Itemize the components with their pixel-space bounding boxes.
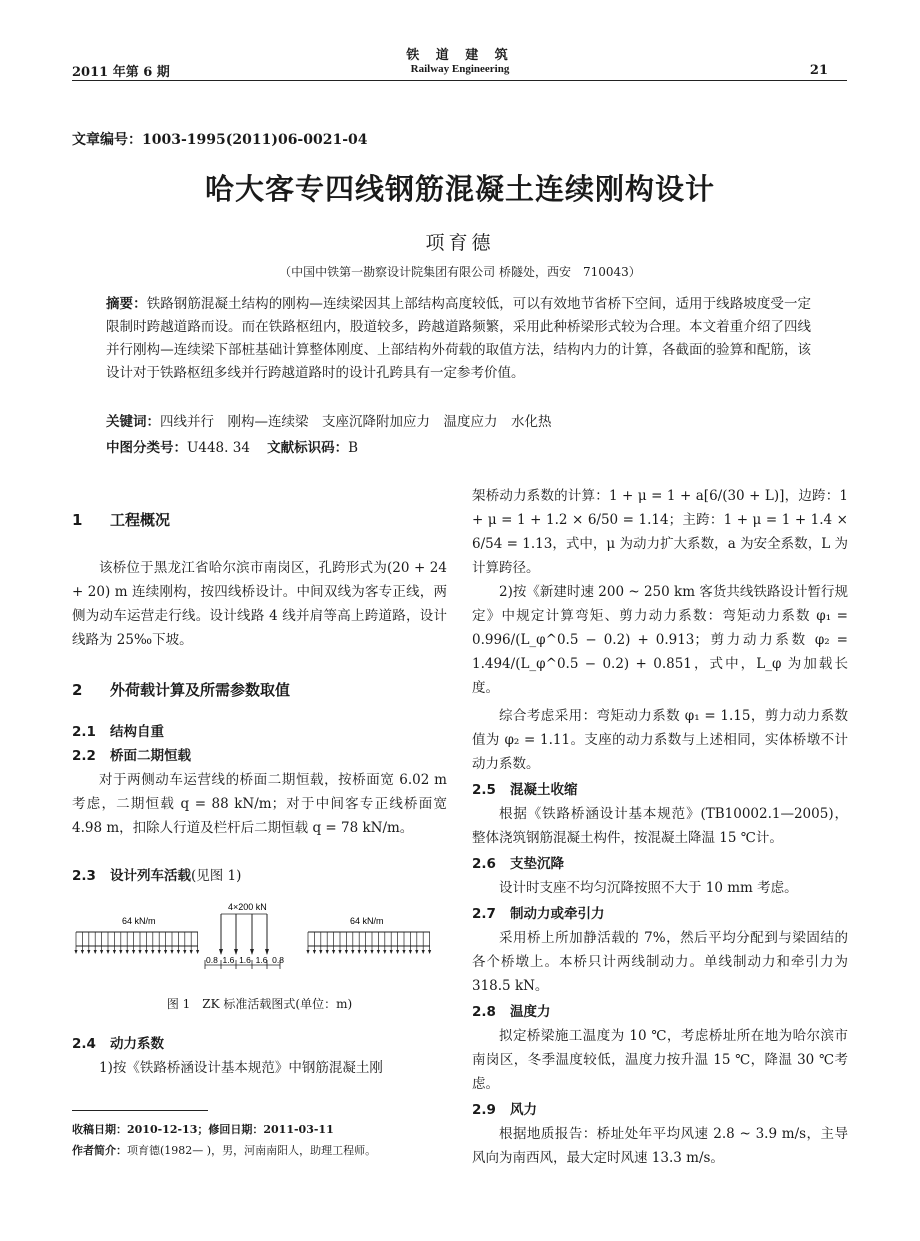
right-load-arrowhead	[332, 950, 335, 954]
subsection-2-9-number: 2.9	[472, 1102, 496, 1118]
right-load-arrowhead	[326, 950, 329, 954]
left-load-arrowhead	[170, 950, 173, 954]
right-load-arrowhead	[377, 950, 380, 954]
left-load-arrowhead	[74, 950, 77, 954]
header-rule	[72, 80, 847, 81]
subsection-2-6-title: 支垫沉降	[510, 856, 564, 872]
subsection-2-5-heading	[472, 778, 848, 802]
left-load-arrowhead	[100, 950, 103, 954]
right-load-arrowhead	[306, 950, 309, 954]
right-load-arrowhead	[390, 950, 393, 954]
right-load-arrowhead	[370, 950, 373, 954]
subsection-2-4-paragraph: 1)按《铁路桥涵设计基本规范》中钢筋混凝土刚	[99, 1060, 383, 1076]
subsection-2-1-title: 结构自重	[110, 724, 164, 740]
subsection-2-8-title: 温度力	[510, 1004, 551, 1020]
left-load-arrowhead	[132, 950, 135, 954]
article-number	[72, 129, 368, 149]
left-load-arrowhead	[190, 950, 193, 954]
subsection-2-2-body	[72, 768, 447, 840]
journal-name-cn: 铁 道 建 筑	[406, 48, 514, 63]
right-load-arrowhead	[415, 950, 418, 954]
section-2-heading	[72, 678, 447, 702]
footnote-dates	[72, 1121, 334, 1137]
left-load-arrowhead	[119, 950, 122, 954]
figure-1-load-diagram	[72, 896, 447, 978]
left-load-arrowhead	[126, 950, 129, 954]
issue-label: 2011 年第 6 期	[72, 65, 170, 80]
right-load-arrowhead	[351, 950, 354, 954]
keywords	[106, 410, 552, 430]
author-bio: 项育德(1982— )，男，河南南阳人，助理工程师。	[127, 1144, 377, 1157]
right-load-arrowhead	[358, 950, 361, 954]
left-load-arrowhead	[81, 950, 84, 954]
dynamic-factor-paragraph-1: 架桥动力系数的计算：1 + μ = 1 + a[6/(30 + L)]，边跨：1 + μ = 1 + 1.2 × 6/50 = 1.14；主跨：1 + μ = 1 + 1.4 × 6/54 = 1.13，式中，μ 为动力扩大系数，a 为安全系数，L 为计算跨径。	[472, 488, 848, 576]
author-bio-label: 作者简介：	[72, 1144, 127, 1157]
left-load-arrowhead	[164, 950, 167, 954]
subsection-2-4-heading	[72, 1032, 447, 1056]
article-number-value: 1003-1995(2011)06-0021-04	[142, 132, 368, 148]
received-date: 2010-12-13	[127, 1123, 198, 1136]
paper-title: 哈大客专四线钢筋混凝土连续刚构设计	[204, 172, 715, 206]
subsection-2-8-heading	[472, 1000, 848, 1024]
left-load-arrowhead	[183, 950, 186, 954]
right-load-arrowhead	[338, 950, 341, 954]
subsection-2-6-paragraph: 设计时支座不均匀沉降按照不大于 10 mm 考虑。	[499, 880, 798, 896]
right-load-arrowhead	[422, 950, 425, 954]
figure-center-load-label: 4×200 kN	[228, 902, 267, 912]
right-distributed-load	[306, 932, 431, 954]
subsection-2-4-body	[72, 1056, 447, 1080]
right-load-arrowhead	[409, 950, 412, 954]
subsection-2-7-title: 制动力或牵引力	[510, 906, 605, 922]
classification	[106, 436, 358, 456]
subsection-2-3-title: 设计列车活载	[110, 868, 191, 884]
subsection-2-3-heading	[72, 864, 447, 888]
subsection-2-6-heading	[472, 852, 848, 876]
clc-value: U448. 34	[187, 440, 250, 456]
left-load-arrowhead	[106, 950, 109, 954]
dynamic-factor-paragraph-2: 2)按《新建时速 200 ~ 250 km 客货共线铁路设计暂行规定》中规定计算弯矩、剪力动力系数：弯矩动力系数 φ₁ = 0.996/(L_φ^0.5 − 0.2) + 0.913；剪力动力系数 φ₂ = 1.494/(L_φ^0.5 − 0.2) + 0.851，式中，L_φ 为加载长度。	[472, 584, 848, 696]
subsection-2-7-heading	[472, 902, 848, 926]
subsection-2-1-number: 2.1	[72, 724, 96, 740]
section-1-number: 1	[72, 511, 83, 529]
left-load-arrowhead	[138, 950, 141, 954]
subsection-2-8-paragraph: 拟定桥梁施工温度为 10 ℃，考虑桥址所在地为哈尔滨市南岗区，冬季温度较低，温度力按升温 15 ℃，降温 30 ℃考虑。	[472, 1028, 848, 1092]
subsection-2-5-paragraph: 根据《铁路桥涵设计基本规范》(TB10002.1—2005)，整体浇筑钢筋混凝土构件，按混凝土降温 15 ℃计。	[472, 806, 848, 846]
footnote-author	[72, 1142, 376, 1158]
section-1-paragraph: 该桥位于黑龙江省哈尔滨市南岗区，孔跨形式为(20 + 24 + 20) m 连续刚构，按四线桥设计。中间双线为客专正线，两侧为动车运营走行线。设计线路 4 线并肩等高上跨道路，设计线路为 25‰下坡。	[72, 560, 447, 648]
section-2-title: 外荷载计算及所需参数取值	[110, 681, 291, 699]
right-load-arrowhead	[364, 950, 367, 954]
abstract-text: 铁路钢筋混凝土结构的刚构—连续梁因其上部结构高度较低，可以有效地节省桥下空间，适用于线路坡度受一定限制时跨越道路而设。而在铁路枢纽内，股道较多，跨越道路频繁，采用此种桥梁形式较为合理。本文着重介绍了四线并行刚构—连续梁下部桩基础计算整体刚度、上部结构外荷载的取值方法，结构内力的计算，各截面的验算和配筋，该设计对于铁路枢纽多线并行跨越道路时的设计孔跨具有一定参考价值。	[106, 296, 812, 381]
subsection-2-6-number: 2.6	[472, 856, 496, 872]
left-distributed-load	[74, 932, 199, 954]
abstract-label: 摘要：	[106, 296, 147, 312]
revised-date: 2011-03-11	[263, 1123, 334, 1136]
page-number: 21	[809, 63, 828, 78]
doc-code-value: B	[348, 440, 358, 456]
figure-spacing-label: 0.8 1.6 1.6 1.6 0.8	[206, 955, 284, 965]
section-1-body	[72, 556, 447, 652]
right-column-body	[472, 484, 848, 1170]
right-load-arrowhead	[383, 950, 386, 954]
subsection-2-7-paragraph: 采用桥上所加静活载的 7%，然后平均分配到与梁固结的各个桥墩上。本桥只计两线制动力。单线制动力和牵引力为 318.5 kN。	[472, 930, 848, 994]
section-2-number: 2	[72, 681, 83, 699]
subsection-2-2-heading	[72, 744, 447, 768]
received-label: 收稿日期：	[72, 1123, 127, 1136]
right-load-arrowhead	[319, 950, 322, 954]
subsection-2-1-heading	[72, 720, 447, 744]
subsection-2-9-heading	[472, 1098, 848, 1122]
journal-name-en: Railway Engineering	[410, 63, 510, 75]
subsection-2-2-number: 2.2	[72, 748, 96, 764]
right-load-arrowhead	[396, 950, 399, 954]
section-1-heading	[72, 508, 447, 532]
author-name: 项育德	[425, 232, 495, 254]
right-load-arrowhead	[428, 950, 431, 954]
left-load-arrowhead	[177, 950, 180, 954]
left-load-arrowhead	[113, 950, 116, 954]
footnote-rule	[72, 1110, 208, 1111]
figure-left-load-label: 64 kN/m	[122, 916, 156, 926]
subsection-2-4-title: 动力系数	[110, 1036, 164, 1052]
dynamic-factor-paragraph-3: 综合考虑采用：弯矩动力系数 φ₁ = 1.15，剪力动力系数值为 φ₂ = 1.11。支座的动力系数与上述相同，实体桥墩不计动力系数。	[472, 708, 848, 772]
subsection-2-2-title: 桥面二期恒载	[110, 748, 191, 764]
left-load-arrowhead	[87, 950, 90, 954]
left-load-arrowhead	[145, 950, 148, 954]
doc-code-label: 文献标识码：	[267, 440, 349, 456]
subsection-2-9-title: 风力	[510, 1102, 537, 1118]
right-load-arrowhead	[345, 950, 348, 954]
section-1-title: 工程概况	[110, 511, 171, 529]
left-load-arrowhead	[94, 950, 97, 954]
left-load-arrowhead	[158, 950, 161, 954]
figure-1-caption: 图 1 ZK 标准活载图式(单位：m)	[166, 997, 353, 1011]
subsection-2-5-number: 2.5	[472, 782, 496, 798]
affiliation: （中国中铁第一勘察设计院集团有限公司 桥隧处，西安 710043）	[279, 265, 641, 279]
keywords-label: 关键词：	[106, 414, 160, 430]
revised-label: ；修回日期：	[197, 1123, 264, 1136]
subsection-2-3-number: 2.3	[72, 868, 96, 884]
subsection-2-9-paragraph: 根据地质报告：桥址处年平均风速 2.8 ~ 3.9 m/s，主导风向为南西风，最大定时风速 13.3 m/s。	[472, 1126, 848, 1166]
right-load-arrowhead	[402, 950, 405, 954]
subsection-2-7-number: 2.7	[472, 906, 496, 922]
right-load-arrowhead	[313, 950, 316, 954]
subsection-2-3-suffix: (见图 1)	[191, 868, 242, 884]
left-load-arrowhead	[151, 950, 154, 954]
subsection-2-5-title: 混凝土收缩	[510, 782, 578, 798]
subsection-2-8-number: 2.8	[472, 1004, 496, 1020]
left-load-arrowhead	[196, 950, 199, 954]
clc-label: 中图分类号：	[106, 440, 187, 456]
subsection-2-2-paragraph: 对于两侧动车运营线的桥面二期恒载，按桥面宽 6.02 m 考虑，二期恒载 q = 88 kN/m；对于中间客专正线桥面宽 4.98 m，扣除人行道及栏杆后二期恒载 q = 78 kN/m。	[72, 772, 447, 836]
article-number-label: 文章编号：	[72, 132, 142, 148]
subsection-2-4-number: 2.4	[72, 1036, 96, 1052]
figure-right-load-label: 64 kN/m	[350, 916, 384, 926]
abstract	[106, 293, 811, 385]
keywords-text: 四线并行 刚构—连续梁 支座沉降附加应力 温度应力 水化热	[160, 414, 552, 430]
